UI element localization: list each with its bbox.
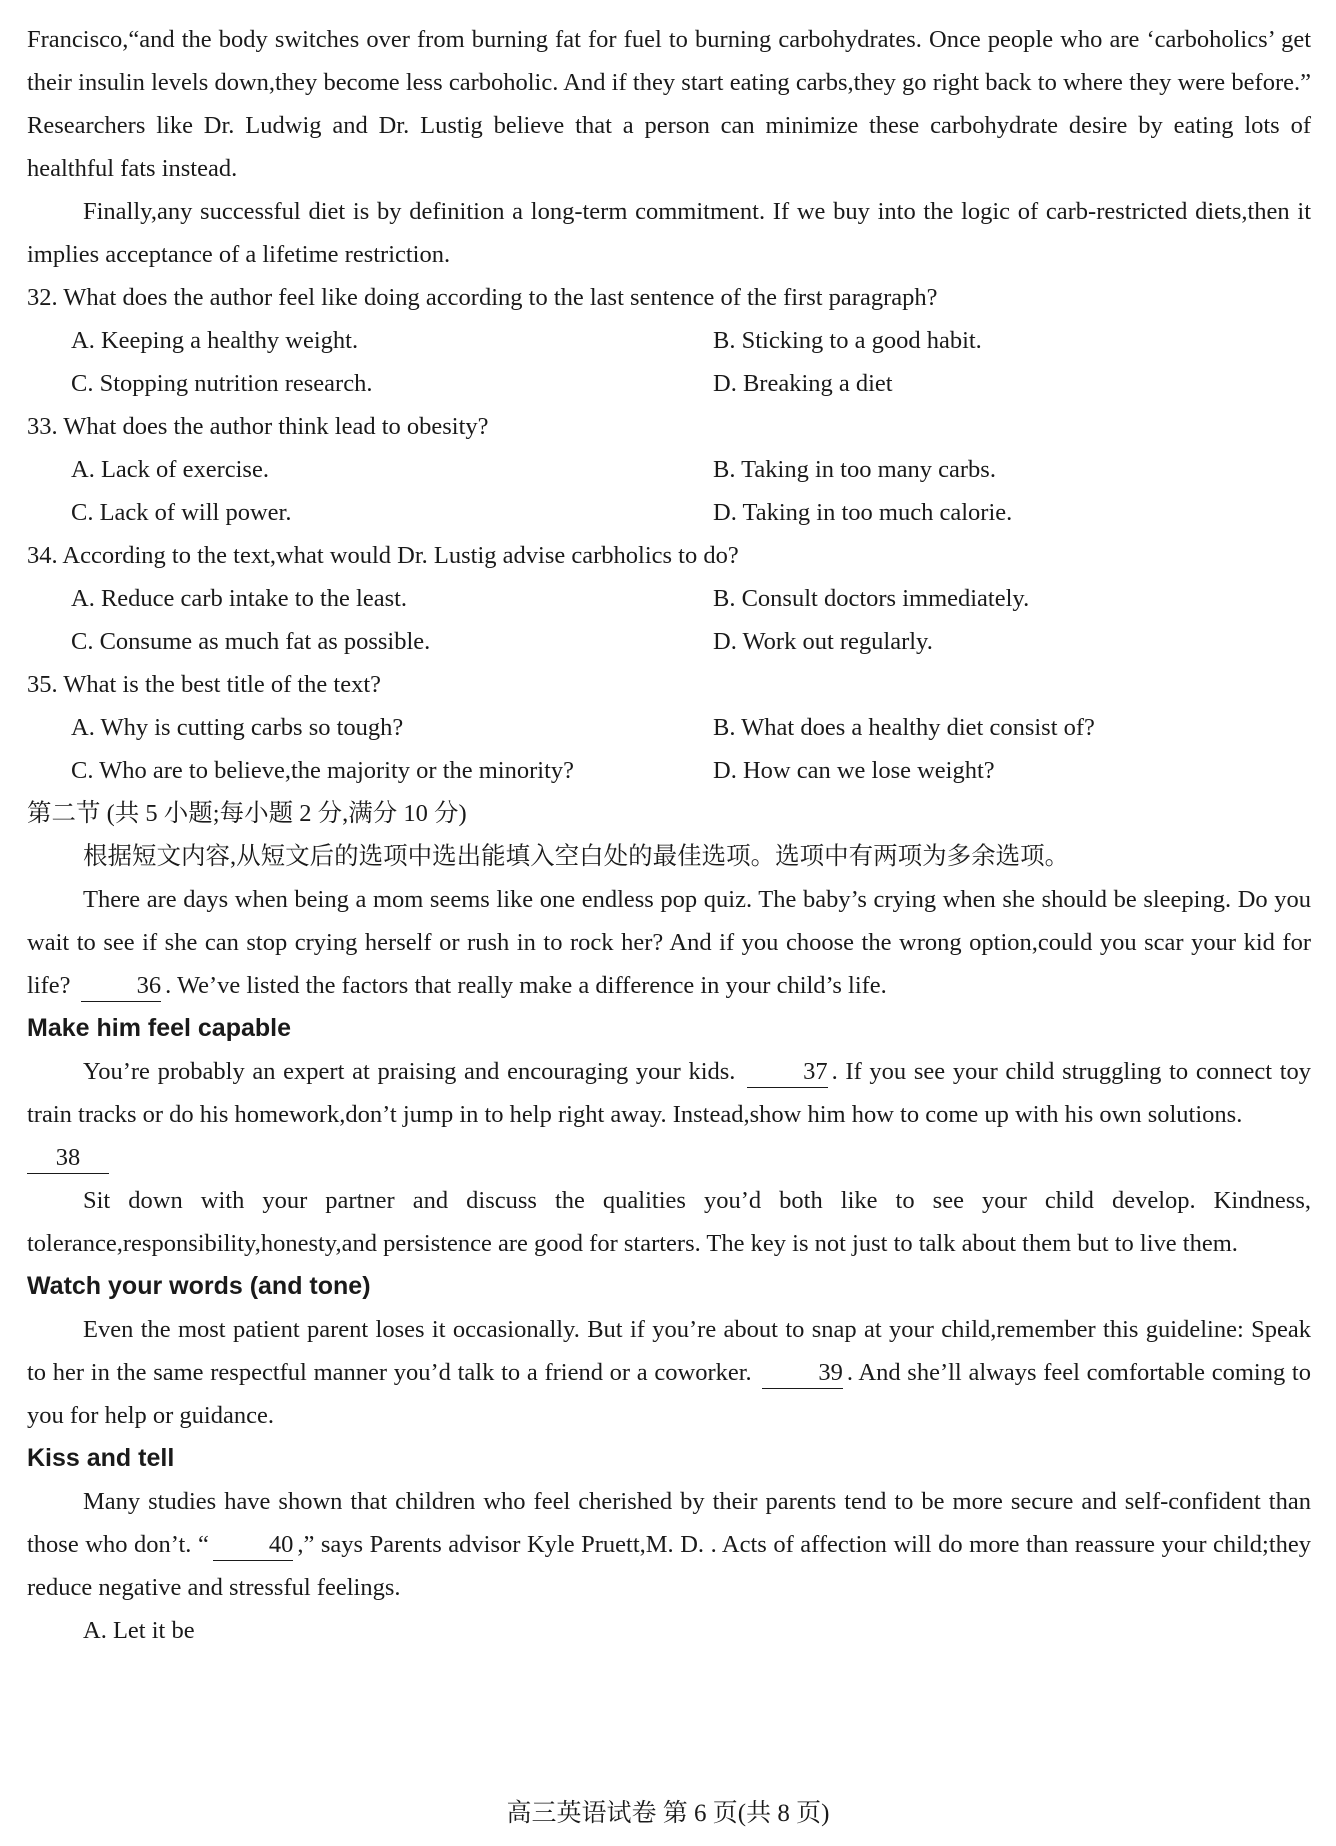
- section-instruction: 根据短文内容,从短文后的选项中选出能填入空白处的最佳选项。选项中有两项为多余选项。: [83, 843, 1070, 870]
- passage-paragraph: Finally,any successful diet is by definition a long-term commitment. If we buy into the logic of carb-restricted diets,then it implies acceptance of a lifetime restriction.: [27, 198, 1311, 268]
- option-a: A. Lack of exercise.: [71, 456, 269, 483]
- paragraph-text: . We’ve listed the factors that really make a difference in your child’s life.: [165, 972, 887, 999]
- page-footer: 高三英语试卷 第 6 页(共 8 页): [506, 1800, 830, 1827]
- passage-paragraph: [27, 1480, 1311, 1609]
- exam-page: [27, 18, 1311, 1652]
- option-b: B. Consult doctors immediately.: [713, 585, 1030, 612]
- blank-heading-line: [27, 1136, 1311, 1179]
- passage-paragraph: Francisco,“and the body switches over from burning fat for fuel to burning carbohydrates. Once people who are ‘carboholics’ get their insulin levels down,they become less carboholic. And if they start eating carbs,they go right back to where they were before.” Researchers like Dr. Ludwig and Dr. Lustig believe that a person can minimize these carbohydrate desire by eating lots of healthful fats instead.: [27, 26, 1311, 182]
- passage-paragraph: [27, 1050, 1311, 1136]
- option-a: A. Reduce carb intake to the least.: [71, 585, 408, 612]
- blank-36[interactable]: 36: [81, 971, 162, 1002]
- option-d: D. Taking in too much calorie.: [713, 499, 1013, 526]
- section-heading: Kiss and tell: [27, 1444, 175, 1472]
- section-heading: Watch your words (and tone): [27, 1272, 371, 1300]
- option-a: A. Why is cutting carbs so tough?: [71, 714, 404, 741]
- blank-38[interactable]: 38: [27, 1143, 109, 1174]
- option-b: B. What does a healthy diet consist of?: [713, 714, 1095, 741]
- option-d: D. Work out regularly.: [713, 628, 933, 655]
- question-32: [27, 276, 1311, 405]
- blank-39[interactable]: 39: [762, 1358, 843, 1389]
- question-options: [27, 706, 1311, 792]
- option-c: C. Lack of will power.: [71, 499, 292, 526]
- option-d: D. How can we lose weight?: [713, 757, 995, 784]
- question-options: [27, 319, 1311, 405]
- paragraph-text: There are days when being a mom seems like one endless pop quiz. The baby’s crying when she should be sleeping. Do you wait to see if she can stop crying herself or rush in to rock her? And if you choose the wrong option,could you scar your kid for life?: [27, 886, 1311, 999]
- blank-40[interactable]: 40: [213, 1530, 294, 1561]
- option-d: D. Breaking a diet: [713, 370, 893, 397]
- question-33: [27, 405, 1311, 534]
- question-stem: 32. What does the author feel like doing according to the last sentence of the first paragraph?: [27, 284, 938, 311]
- question-34: [27, 534, 1311, 663]
- question-stem: 33. What does the author think lead to obesity?: [27, 413, 489, 440]
- passage-paragraph: [27, 1308, 1311, 1437]
- question-options: [27, 577, 1311, 663]
- option-c: C. Stopping nutrition research.: [71, 370, 373, 397]
- answer-option-a: A. Let it be: [83, 1617, 195, 1644]
- section-heading: Make him feel capable: [27, 1014, 292, 1042]
- paragraph-text: You’re probably an expert at praising and encouraging your kids.: [83, 1058, 736, 1085]
- paragraph-text: Even the most patient parent loses it occasionally. But if you’re about to snap at your child,remember this guideline: Speak to her in the same respectful manner you’d talk to a friend or a coworker.: [27, 1316, 1311, 1386]
- blank-37[interactable]: 37: [747, 1057, 828, 1088]
- section-title: 第二节 (共 5 小题;每小题 2 分,满分 10 分): [27, 800, 467, 827]
- question-stem: 34. According to the text,what would Dr. Lustig advise carbholics to do?: [27, 542, 739, 569]
- option-b: B. Taking in too many carbs.: [713, 456, 996, 483]
- passage-paragraph: [27, 878, 1311, 1007]
- option-b: B. Sticking to a good habit.: [713, 327, 982, 354]
- option-c: C. Who are to believe,the majority or the minority?: [71, 757, 575, 784]
- option-a: A. Keeping a healthy weight.: [71, 327, 359, 354]
- option-c: C. Consume as much fat as possible.: [71, 628, 431, 655]
- question-options: [27, 448, 1311, 534]
- paragraph-text: ,” says Parents advisor Kyle Pruett,M. D. . Acts of affection will do more than reassure your child;they reduce negative and stressful feelings.: [27, 1531, 1312, 1601]
- paragraph-text: Many studies have shown that children who feel cherished by their parents tend to be more secure and self-confident than those who don’t. “: [27, 1488, 1311, 1558]
- paragraph-text: . And she’ll always feel comfortable coming to you for help or guidance.: [27, 1359, 1311, 1429]
- passage-paragraph: Sit down with your partner and discuss the qualities you’d both like to see your child develop. Kindness, tolerance,responsibility,honesty,and persistence are good for starters. The key is not just to talk about them but to live them.: [27, 1187, 1311, 1257]
- question-35: [27, 663, 1311, 792]
- question-stem: 35. What is the best title of the text?: [27, 671, 382, 698]
- paragraph-text: . If you see your child struggling to connect toy train tracks or do his homework,don’t jump in to help right away. Instead,show him how to come up with his own solutions.: [27, 1058, 1312, 1128]
